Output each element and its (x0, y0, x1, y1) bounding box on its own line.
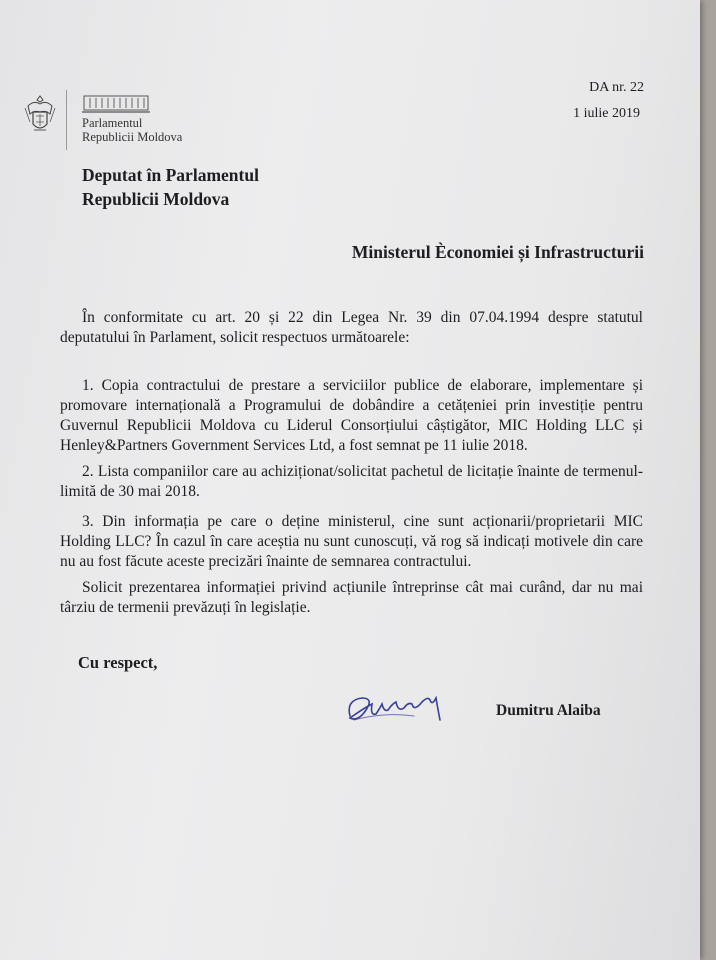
document-number: DA nr. 22 (589, 80, 644, 95)
intro-paragraph (60, 308, 643, 348)
document-date: 1 iulie 2019 (573, 106, 640, 121)
moldova-coat-of-arms-icon (22, 92, 58, 136)
request-item-3 (60, 512, 643, 572)
signer-name: Dumitru Alaiba (496, 702, 601, 719)
header-divider (66, 90, 67, 150)
closing-salutation: Cu respect, (78, 653, 158, 672)
institution-line-1: Parlamentul (82, 116, 143, 130)
sender-line-2: Republicii Moldova (82, 189, 230, 209)
sender-line-1: Deputat în Parlamentul (82, 165, 259, 185)
parliament-building-icon (82, 92, 152, 114)
request-item-1-text: 1. Copia contractului de prestare a serviciilor publice de elaborare, implementare și promovare internațională a Programului de dobândire a cetățeniei prin investiție pentru Guvernul Republicii Moldova cu Liderul Consorțiului câștigător, MIC Holding LLC și Henley&Partners Government Services Ltd, a fost semnat pe 11 iulie 2018. (60, 377, 643, 454)
intro-text: În conformitate cu art. 20 și 22 din Legea Nr. 39 din 07.04.1994 despre statutul deputatului în Parlament, solicit respectuos următoarele: (60, 309, 643, 346)
handwritten-signature (344, 682, 454, 732)
request-item-3-text: 3. Din informația pe care o deține ministerul, cine sunt acționarii/proprietarii MIC Holding LLC? În cazul în care aceștia nu sunt cunoscuți, vă rog să indicați motivele din care nu au fost făcute aceste precizări înainte de semnarea contractului. (60, 513, 643, 570)
institution-name (82, 116, 182, 144)
institution-line-2: Republicii Moldova (82, 130, 183, 144)
recipient: Ministerul Èconomiei și Infrastructurii (351, 242, 644, 262)
closing-request-paragraph (60, 578, 643, 618)
request-item-2-text: 2. Lista companiilor care au achiziționat/solicitat pachetul de licitație înainte de termenul-limită de 30 mai 2018. (60, 463, 643, 500)
request-item-2 (60, 462, 643, 502)
sender-title (82, 163, 259, 211)
request-item-1 (60, 376, 643, 456)
closing-request-text: Solicit prezentarea informației privind acțiunile întreprinse cât mai curând, dar nu mai târziu de termenii prevăzuți în legislație. (60, 579, 643, 616)
